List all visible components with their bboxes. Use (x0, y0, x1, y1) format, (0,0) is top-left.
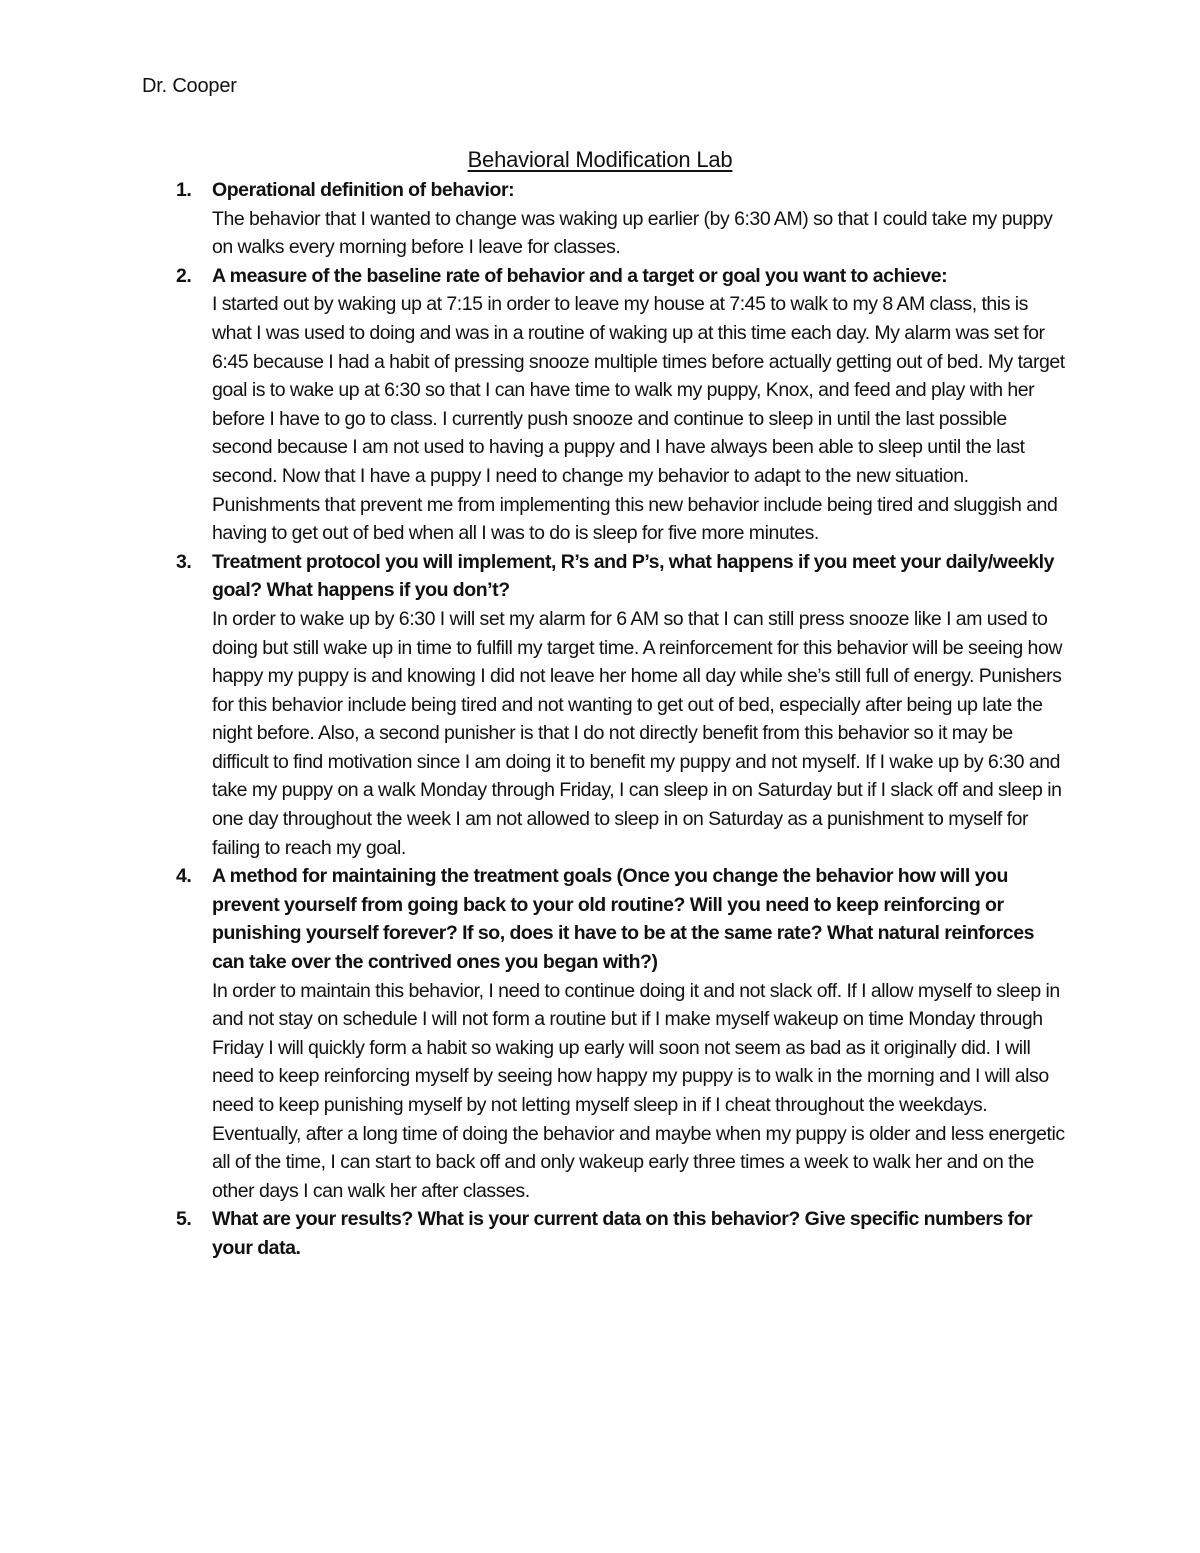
item-answer: In order to wake up by 6:30 I will set my alarm for 6 AM so that I can still press snooze like I am used to doing but still wake up in time to fulfill my target time. A reinforcement for this behavior will be seeing how happy my puppy is and knowing I did not leave her home all day while she’s still full of energy. Punishers for this behavior include being tired and not wanting to get out of bed, especially after being up late the night before. Also, a second punisher is that I do not directly benefit from this behavior so it may be difficult to find motivation since I am doing it to benefit my puppy and not myself. If I wake up by 6:30 and take my puppy on a walk Monday through Friday, I can sleep in on Saturday but if I slack off and sleep in one day throughout the week I am not allowed to sleep in on Saturday as a punishment to myself for failing to reach my goal. (212, 607, 1062, 859)
item-answer: The behavior that I wanted to change was waking up earlier (by 6:30 AM) so that I could take my puppy on walks every morning before I leave for classes. (212, 207, 1053, 259)
item-number: 4. (176, 865, 192, 888)
question-list (176, 176, 1067, 1263)
item-question: A method for maintaining the treatment goals (Once you change the behavior how will you prevent yourself from going back to your old routine? Will you need to keep reinforcing or punishing yourself forever? If so, does it have to be at the same rate? What natural reinforces can take over the contrived ones you began with?) (212, 865, 1034, 974)
item-answer: In order to maintain this behavior, I need to continue doing it and not slack off. If I allow myself to sleep in and not stay on schedule I will not form a routine but if I make myself wakeup on time Monday through Friday I will quickly form a habit so waking up early will soon not seem as bad as it originally did. I will need to keep reinforcing myself by seeing how happy my puppy is to walk in the morning and I will also need to keep punishing myself by not letting myself sleep in if I cheat throughout the weekdays. Eventually, after a long time of doing the behavior and maybe when my puppy is older and less energetic all of the time, I can start to back off and only wakeup early three times a week to walk her and on the other days I can walk her after classes. (212, 979, 1065, 1202)
document-title-text: Behavioral Modification Lab (467, 147, 733, 172)
item-answer: I started out by waking up at 7:15 in order to leave my house at 7:45 to walk to my 8 AM class, this is what I was used to doing and was in a routine of waking up at this time each day. My alarm was set for 6:45 because I had a habit of pressing snooze multiple times before actually getting out of bed. My target goal is to wake up at 6:30 so that I can have time to walk my puppy, Knox, and feed and play with her before I have to go to class. I currently push snooze and continue to sleep in until the last possible second because I am not used to having a puppy and I have always been able to sleep until the last second. Now that I have a puppy I need to change my behavior to adapt to the new situation. Punishments that prevent me from implementing this new behavior include being tired and sluggish and having to get out of bed when all I was to do is sleep for five more minutes. (212, 293, 1065, 545)
list-item (176, 176, 1067, 262)
list-item (176, 1205, 1067, 1262)
item-question: What are your results? What is your current data on this behavior? Give specific numbers for your data. (212, 1208, 1033, 1259)
document-title (0, 145, 1200, 175)
item-number: 1. (176, 179, 192, 201)
list-item (176, 862, 1067, 1205)
header-author-name: Dr. Cooper (142, 75, 237, 97)
item-question: Treatment protocol you will implement, R’s and P’s, what happens if you meet your daily/weekly goal? What happens if you don’t? (212, 550, 1054, 602)
item-question: Operational definition of behavior: (212, 179, 515, 201)
item-number: 3. (176, 550, 192, 573)
list-item (176, 262, 1067, 548)
item-number: 2. (176, 264, 192, 287)
item-number: 5. (176, 1208, 192, 1231)
list-item (176, 548, 1067, 863)
item-question: A measure of the baseline rate of behavior and a target or goal you want to achieve: (212, 264, 948, 287)
